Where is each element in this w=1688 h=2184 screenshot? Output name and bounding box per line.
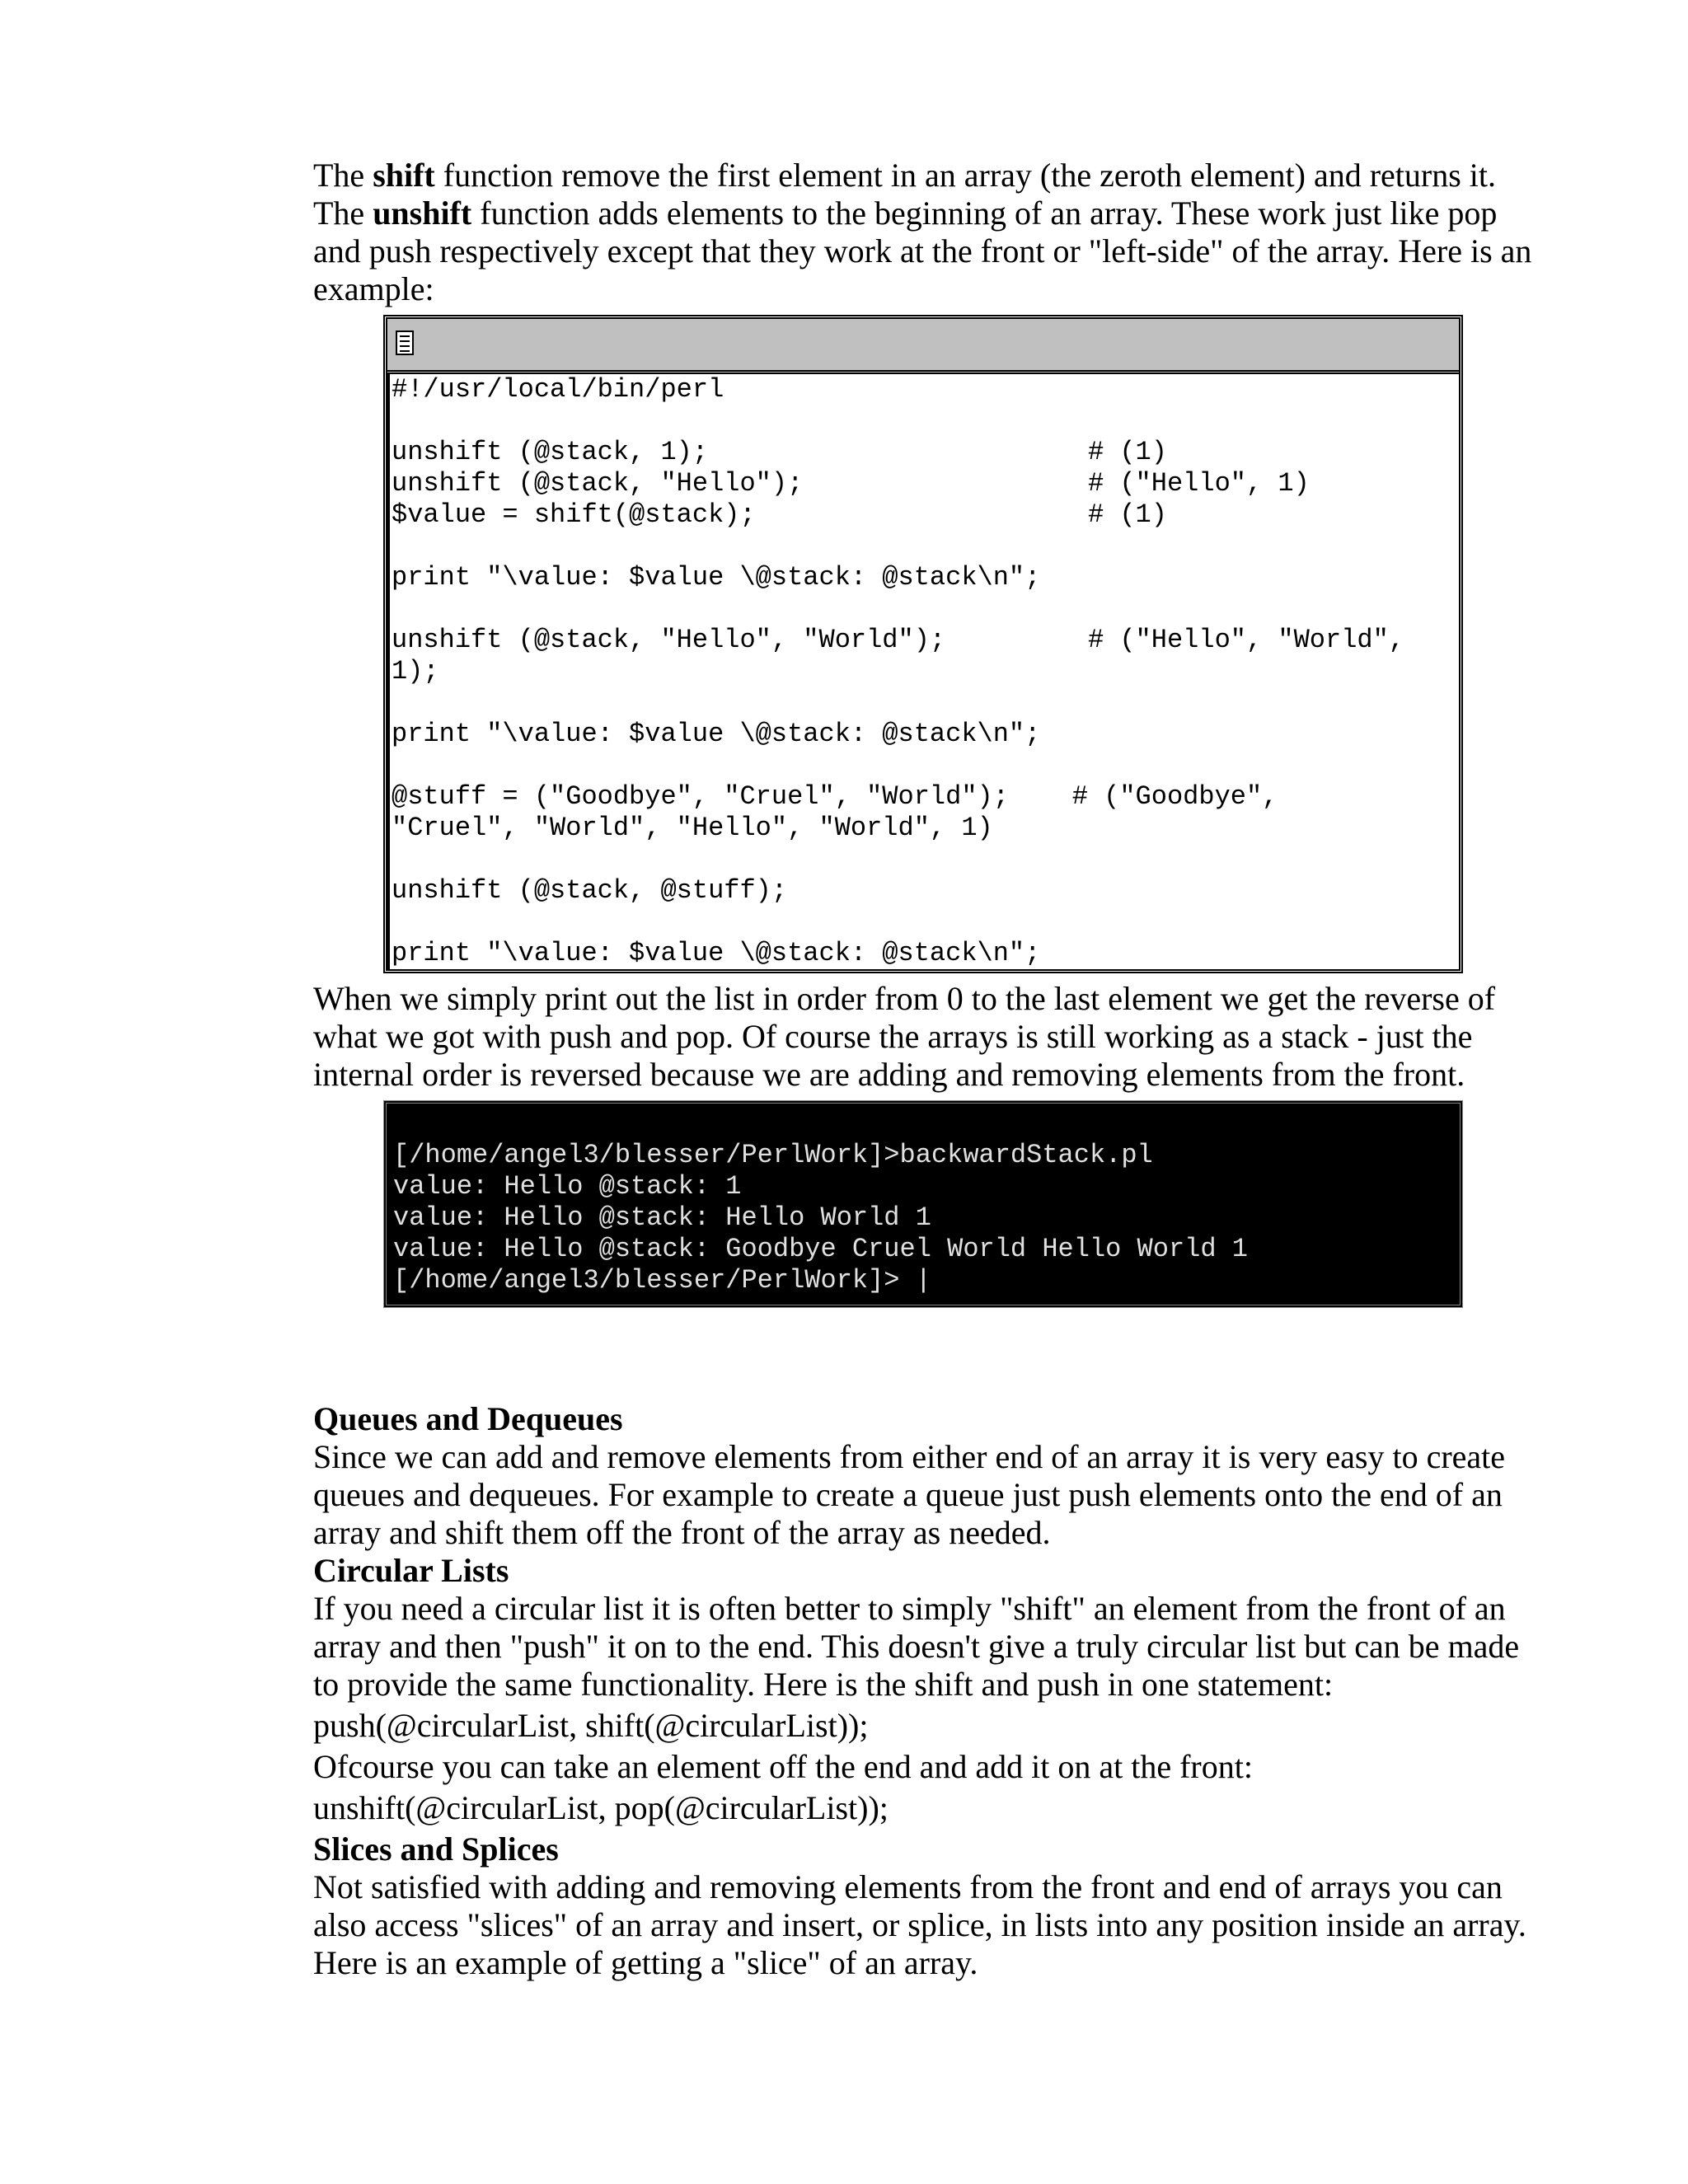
code-line: #!/usr/local/bin/perl [392,374,724,405]
code-line: 1); [392,656,439,687]
code-line: unshift (@stack, "Hello", "World"); # ("Hello", "World", [392,625,1404,655]
code-line: print "\value: $value \@stack: @stack\n"; [392,719,1041,749]
code-line [392,405,1459,437]
code-listing [387,374,1459,969]
intro-text-2: function remove the first element in an array (the zeroth element) and returns it. The [313,157,1497,232]
queues-paragraph: Since we can add and remove elements from either end of an array it is very easy to create queues and dequeues. For example to create a queue just push elements onto the end of an array and shift them off the front of the array as needed. [313,1438,1506,1551]
code-line [392,531,1459,562]
circular-code-1: push(@circularList, shift(@circularList)); [313,1707,869,1744]
code-window-titlebar [387,319,1459,374]
code-line: print "\value: $value \@stack: @stack\n"; [392,938,1041,968]
unshift-keyword: unshift [373,194,472,232]
terminal-line: [/home/angel3/blesser/PerlWork]>backwardStack.pl [393,1140,1153,1170]
document-page [313,157,1550,1982]
slices-paragraph: Not satisfied with adding and removing elements from the front and end of arrays you can also access "slices" of an array and insert, or splice, in lists into any position inside an array. Here is an example of getting a "slice" of an array. [313,1868,1526,1981]
code-line: print "\value: $value \@stack: @stack\n"; [392,562,1041,593]
code-line: unshift (@stack, "Hello"); # ("Hello", 1) [392,468,1310,499]
code-line [392,750,1459,781]
document-icon[interactable] [396,330,414,355]
terminal-line: value: Hello @stack: 1 [393,1171,742,1202]
shift-keyword: shift [373,157,435,194]
circular-paragraph: If you need a circular list it is often better to simply "shift" an element from the front of an array and then "push" it on to the end. This doesn't give a truly circular list but can be made to provide the same functionality. Here is the shift and push in one statement: [313,1590,1520,1703]
intro-text-1: The [313,157,373,194]
circular-heading: Circular Lists [313,1552,509,1589]
explanation-paragraph: When we simply print out the list in order from 0 to the last element we get the reverse of what we got with push and pop. Of course the arrays is still working as a stack - just the internal order is reversed because we are adding and removing elements from the front. [313,980,1496,1093]
terminal-line: value: Hello @stack: Hello World 1 [393,1202,931,1233]
code-line: "Cruel", "World", "Hello", "World", 1) [392,813,993,843]
intro-text-3: function adds elements to the beginning of an array. These work just like pop and push respectively except that they work at the front or "left-side" of the array. Here is an example: [313,194,1532,307]
code-window [383,315,1463,973]
code-line: $value = shift(@stack); # (1) [392,499,1167,530]
code-line: @stuff = ("Goodbye", "Cruel", "World"); # ("Goodbye", [392,781,1278,812]
slices-heading: Slices and Splices [313,1830,559,1868]
terminal-line: value: Hello @stack: Goodbye Cruel World Hello World 1 [393,1234,1248,1264]
terminal-output [383,1100,1463,1308]
circular-code-2: unshift(@circularList, pop(@circularList)); [313,1789,889,1826]
code-line [392,844,1459,875]
code-line: unshift (@stack, @stuff); [392,875,788,906]
code-line [392,687,1459,719]
code-line: unshift (@stack, 1); # (1) [392,437,1167,467]
code-line [392,593,1459,625]
queues-heading: Queues and Dequeues [313,1400,623,1437]
intro-paragraph [313,157,1550,308]
circular-paragraph-2: Ofcourse you can take an element off the end and add it on at the front: [313,1748,1253,1785]
terminal-line: [/home/angel3/blesser/PerlWork]> | [393,1265,931,1296]
code-line [392,907,1459,938]
